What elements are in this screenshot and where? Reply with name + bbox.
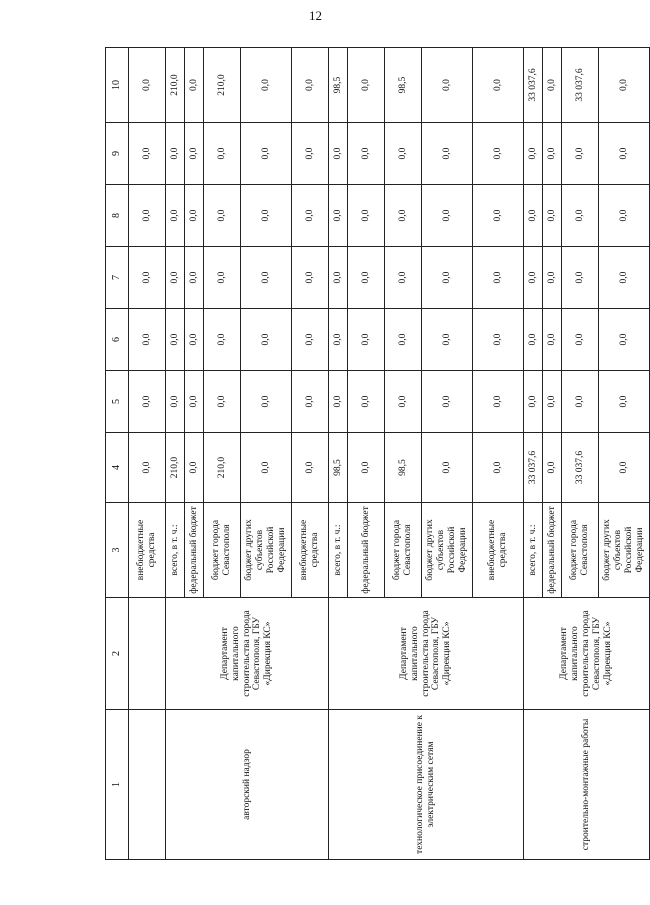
value-cell: 0,0: [422, 309, 473, 371]
value-cell: 0,0: [329, 123, 348, 185]
value-cell: 0,0: [241, 433, 292, 503]
value-cell: 0,0: [185, 123, 204, 185]
value-cell: 0,0: [543, 48, 562, 123]
empty-cell: [129, 598, 166, 710]
value-cell: 210,0: [166, 48, 185, 123]
value-cell: 98,5: [385, 48, 422, 123]
value-cell: 0,0: [524, 123, 543, 185]
funding-source-cell: внебюджетные средства: [292, 503, 329, 598]
value-cell: 210,0: [204, 48, 241, 123]
value-cell: 0,0: [329, 371, 348, 433]
value-cell: 0,0: [166, 247, 185, 309]
value-cell: 0,0: [524, 371, 543, 433]
value-cell: 0,0: [348, 247, 385, 309]
value-cell: 0,0: [562, 123, 599, 185]
value-cell: 0,0: [422, 48, 473, 123]
value-cell: 0,0: [599, 433, 650, 503]
value-cell: 0,0: [241, 371, 292, 433]
value-cell: 33 037,6: [524, 48, 543, 123]
value-cell: 0,0: [562, 185, 599, 247]
value-cell: 0,0: [166, 309, 185, 371]
value-cell: 0,0: [241, 247, 292, 309]
value-cell: 0,0: [185, 371, 204, 433]
value-cell: 0,0: [348, 185, 385, 247]
value-cell: 0,0: [543, 247, 562, 309]
value-cell: 0,0: [185, 247, 204, 309]
value-cell: 0,0: [348, 309, 385, 371]
value-cell: 0,0: [599, 371, 650, 433]
value-cell: 0,0: [185, 309, 204, 371]
value-cell: 0,0: [473, 185, 524, 247]
work-type-cell: авторский надзор: [166, 710, 329, 860]
funding-source-cell: всего, в т. ч.:: [166, 503, 185, 598]
column-header: 6: [106, 309, 129, 371]
column-header: 10: [106, 48, 129, 123]
table-row: [329, 48, 348, 860]
value-cell: 0,0: [422, 433, 473, 503]
value-cell: 0,0: [422, 123, 473, 185]
value-cell: 0,0: [204, 309, 241, 371]
value-cell: 0,0: [166, 185, 185, 247]
financing-table: [105, 47, 650, 860]
value-cell: 0,0: [385, 185, 422, 247]
value-cell: 0,0: [385, 371, 422, 433]
value-cell: 0,0: [473, 247, 524, 309]
value-cell: 0,0: [524, 185, 543, 247]
value-cell: 0,0: [166, 371, 185, 433]
value-cell: 0,0: [241, 48, 292, 123]
value-cell: 0,0: [292, 123, 329, 185]
executor-cell: Департамент капитального строительства города Севастополя, ГБУ «Дирекция КС»: [524, 598, 650, 710]
value-cell: 0,0: [241, 123, 292, 185]
value-cell: 0,0: [599, 309, 650, 371]
value-cell: 0,0: [241, 309, 292, 371]
value-cell: 0,0: [562, 247, 599, 309]
value-cell: 0,0: [348, 371, 385, 433]
column-header: 2: [106, 598, 129, 710]
empty-cell: [129, 710, 166, 860]
value-cell: 0,0: [329, 185, 348, 247]
funding-source-cell: федеральный бюджет: [348, 503, 385, 598]
page-number: 12: [309, 8, 322, 23]
value-cell: 0,0: [348, 123, 385, 185]
value-cell: 0,0: [524, 309, 543, 371]
funding-source-cell: бюджет города Севастополя: [385, 503, 422, 598]
value-cell: 0,0: [473, 371, 524, 433]
value-cell: 0,0: [129, 247, 166, 309]
value-cell: 98,5: [329, 433, 348, 503]
rotated-table-area: [105, 48, 645, 860]
value-cell: 0,0: [129, 309, 166, 371]
value-cell: 0,0: [129, 371, 166, 433]
value-cell: 0,0: [385, 123, 422, 185]
executor-cell: Департамент капитального строительства города Севастополя, ГБУ «Дирекция КС»: [329, 598, 524, 710]
value-cell: 0,0: [524, 247, 543, 309]
value-cell: 0,0: [292, 433, 329, 503]
value-cell: 0,0: [329, 309, 348, 371]
value-cell: 0,0: [241, 185, 292, 247]
value-cell: 0,0: [329, 247, 348, 309]
funding-source-cell: федеральный бюджет: [185, 503, 204, 598]
funding-source-cell: бюджет других субъектов Российской Федерации: [599, 503, 650, 598]
header-row: [106, 48, 129, 860]
value-cell: 0,0: [473, 309, 524, 371]
value-cell: 33 037,6: [524, 433, 543, 503]
funding-source-cell: всего, в т. ч.:: [524, 503, 543, 598]
table-row: [524, 48, 543, 860]
value-cell: 0,0: [292, 247, 329, 309]
value-cell: 0,0: [385, 309, 422, 371]
value-cell: 0,0: [348, 48, 385, 123]
work-type-cell: технологическое присоединение к электрическим сетям: [329, 710, 524, 860]
value-cell: 0,0: [473, 123, 524, 185]
value-cell: 98,5: [329, 48, 348, 123]
value-cell: 0,0: [204, 123, 241, 185]
funding-source-cell: бюджет других субъектов Российской Федерации: [422, 503, 473, 598]
value-cell: 0,0: [422, 247, 473, 309]
value-cell: 0,0: [185, 48, 204, 123]
value-cell: 0,0: [204, 247, 241, 309]
funding-source-cell: бюджет других субъектов Российской Федерации: [241, 503, 292, 598]
value-cell: 0,0: [422, 371, 473, 433]
value-cell: 0,0: [348, 433, 385, 503]
value-cell: 0,0: [599, 247, 650, 309]
value-cell: 98,5: [385, 433, 422, 503]
value-cell: 0,0: [185, 433, 204, 503]
table-row: [129, 48, 166, 860]
column-header: 7: [106, 247, 129, 309]
value-cell: 0,0: [543, 123, 562, 185]
value-cell: 0,0: [129, 185, 166, 247]
value-cell: 0,0: [562, 371, 599, 433]
value-cell: 0,0: [204, 185, 241, 247]
value-cell: 33 037,6: [562, 433, 599, 503]
funding-source-cell: бюджет города Севастополя: [204, 503, 241, 598]
work-type-cell: строительно-монтажные работы: [524, 710, 650, 860]
value-cell: 0,0: [599, 185, 650, 247]
value-cell: 0,0: [543, 433, 562, 503]
value-cell: 0,0: [292, 48, 329, 123]
value-cell: 33 037,6: [562, 48, 599, 123]
value-cell: 0,0: [185, 185, 204, 247]
value-cell: 0,0: [129, 433, 166, 503]
funding-source-cell: всего, в т. ч.:: [329, 503, 348, 598]
value-cell: 0,0: [385, 247, 422, 309]
value-cell: 0,0: [292, 371, 329, 433]
value-cell: 0,0: [473, 48, 524, 123]
value-cell: 0,0: [543, 309, 562, 371]
value-cell: 0,0: [292, 185, 329, 247]
value-cell: 0,0: [166, 123, 185, 185]
funding-source-cell: внебюджетные средства: [473, 503, 524, 598]
value-cell: 0,0: [599, 123, 650, 185]
funding-source-cell: бюджет города Севастополя: [562, 503, 599, 598]
value-cell: 0,0: [422, 185, 473, 247]
value-cell: 0,0: [473, 433, 524, 503]
value-cell: 0,0: [292, 309, 329, 371]
value-cell: 0,0: [543, 185, 562, 247]
funding-source-cell: внебюджетные средства: [129, 503, 166, 598]
value-cell: 210,0: [166, 433, 185, 503]
value-cell: 0,0: [599, 48, 650, 123]
value-cell: 0,0: [129, 123, 166, 185]
column-header: 3: [106, 503, 129, 598]
value-cell: 0,0: [543, 371, 562, 433]
column-header: 4: [106, 433, 129, 503]
column-header: 5: [106, 371, 129, 433]
column-header: 9: [106, 123, 129, 185]
column-header: 1: [106, 710, 129, 860]
value-cell: 210,0: [204, 433, 241, 503]
value-cell: 0,0: [129, 48, 166, 123]
value-cell: 0,0: [562, 309, 599, 371]
funding-source-cell: федеральный бюджет: [543, 503, 562, 598]
column-header: 8: [106, 185, 129, 247]
value-cell: 0,0: [204, 371, 241, 433]
table-row: [166, 48, 185, 860]
executor-cell: Департамент капитального строительства города Севастополя, ГБУ «Дирекция КС»: [166, 598, 329, 710]
